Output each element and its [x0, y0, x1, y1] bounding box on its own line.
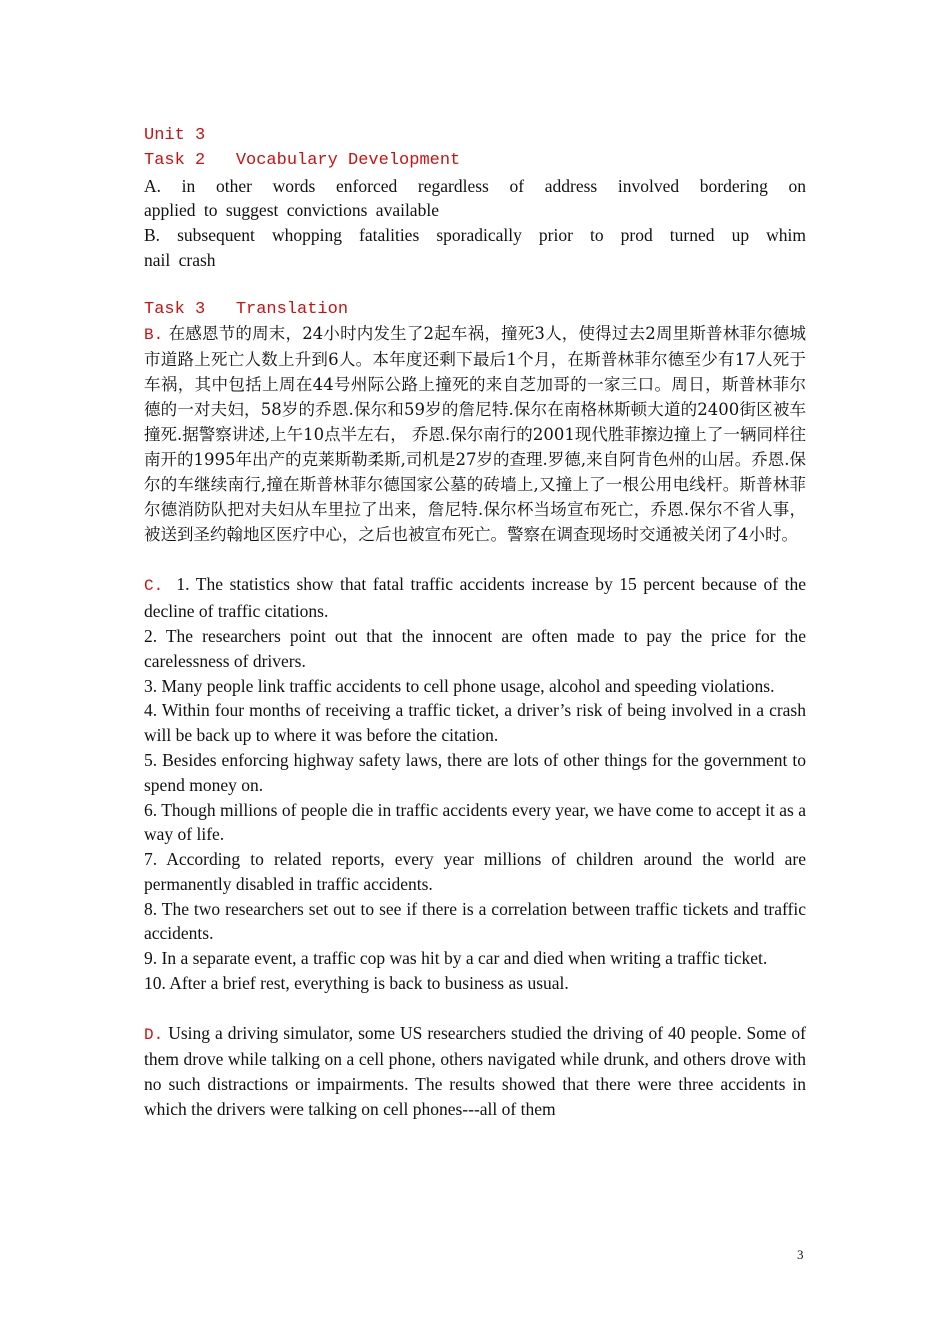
- task2-heading: Task 2 Vocabulary Development: [144, 150, 461, 170]
- c-item: 4. Within four months of receiving a traffic ticket, a driver’s risk of being involved in a crash will be back up to where it was before the citation.: [144, 700, 806, 746]
- c-item: 3. Many people link traffic accidents to cell phone usage, alcohol and speeding violations.: [144, 675, 775, 696]
- task3-heading: Task 3 Translation: [144, 299, 349, 319]
- c-item: 5. Besides enforcing highway safety laws, there are lots of other things for the government to spend money on.: [144, 749, 806, 795]
- c-item: C. 1. The statistics show that fatal traffic accidents increase by 15 percent because of the decline of traffic citations.: [144, 574, 807, 622]
- document-page: [144, 124, 806, 1122]
- c-label: C.: [144, 577, 164, 596]
- c-item: 8. The two researchers set out to see if there is a correlation between traffic tickets and traffic accidents.: [144, 898, 806, 944]
- c-item: 9. In a separate event, a traffic cop was hit by a car and died when writing a traffic ticket.: [144, 948, 768, 969]
- translation-c-list: [144, 572, 806, 996]
- translation-d-paragraph: [144, 1021, 806, 1122]
- unit-heading: Unit 3: [144, 126, 206, 145]
- vocab-b-line2: nail crash: [144, 249, 216, 270]
- page-number: 3: [797, 1247, 804, 1262]
- c-item: 7. According to related reports, every year millions of children around the world are permanently disabled in traffic accidents.: [144, 849, 806, 894]
- translation-b-paragraph: [144, 322, 806, 547]
- vocab-a-line2: applied to suggest convictions available: [144, 200, 439, 221]
- c-item: 6. Though millions of people die in traffic accidents every year, we have come to accept it as a way of life.: [144, 799, 806, 845]
- vocab-b-line1: B. subsequent whopping fatalities sporadically prior to prod turned up whim: [144, 225, 806, 246]
- c-item: 10. After a brief rest, everything is back to business as usual.: [144, 973, 569, 994]
- b-label: B.: [144, 326, 164, 345]
- vocab-a-line1: A. in other words enforced regardless of address involved bordering on: [144, 175, 806, 196]
- d-text: Using a driving simulator, some US researchers studied the driving of 40 people. Some of them drove while talking on a cell phone, others navigated while drunk, and others drove with no such distractions or impairments. The results showed that there were three accidents in which the drivers were talking on cell phones---all of them: [144, 1022, 806, 1120]
- b-text: 在感恩节的周末，24小时内发生了2起车祸，撞死3人，使得过去2周里斯普林菲尔德城市道路上死亡人数上升到6人。本年度还剩下最后1个月，在斯普林菲尔德至少有17人死于车祸，其中包括上周在44号州际公路上撞死的来自芝加哥的一家三口。周日，斯普林菲尔德的一对夫妇，58岁的乔恩.保尔和59岁的詹尼特.保尔在南格林斯顿大道的2400街区被车撞死.据警察讲述,上午10点半左右， 乔恩.保尔南行的2001现代胜菲擦边撞上了一辆同样往南开的1995年出产的克莱斯勒柔斯,司机是27岁的查理.罗德,来自阿肯色州的山居。乔恩.保尔的车继续南行,撞在斯普林菲尔德国家公墓的砖墙上,又撞上了一根公用电线杆。斯普林菲尔德消防队把对夫妇从车里拉了出来，詹尼特.保尔杯当场宣布死亡，乔恩.保尔不省人事，被送到圣约翰地区医疗中心，之后也被宣布死亡。警察在调查现场时交通被关闭了4小时。: [144, 324, 806, 544]
- d-label: D.: [144, 1025, 164, 1044]
- c-item: 2. The researchers point out that the innocent are often made to pay the price for the carelessness of drivers.: [144, 625, 806, 671]
